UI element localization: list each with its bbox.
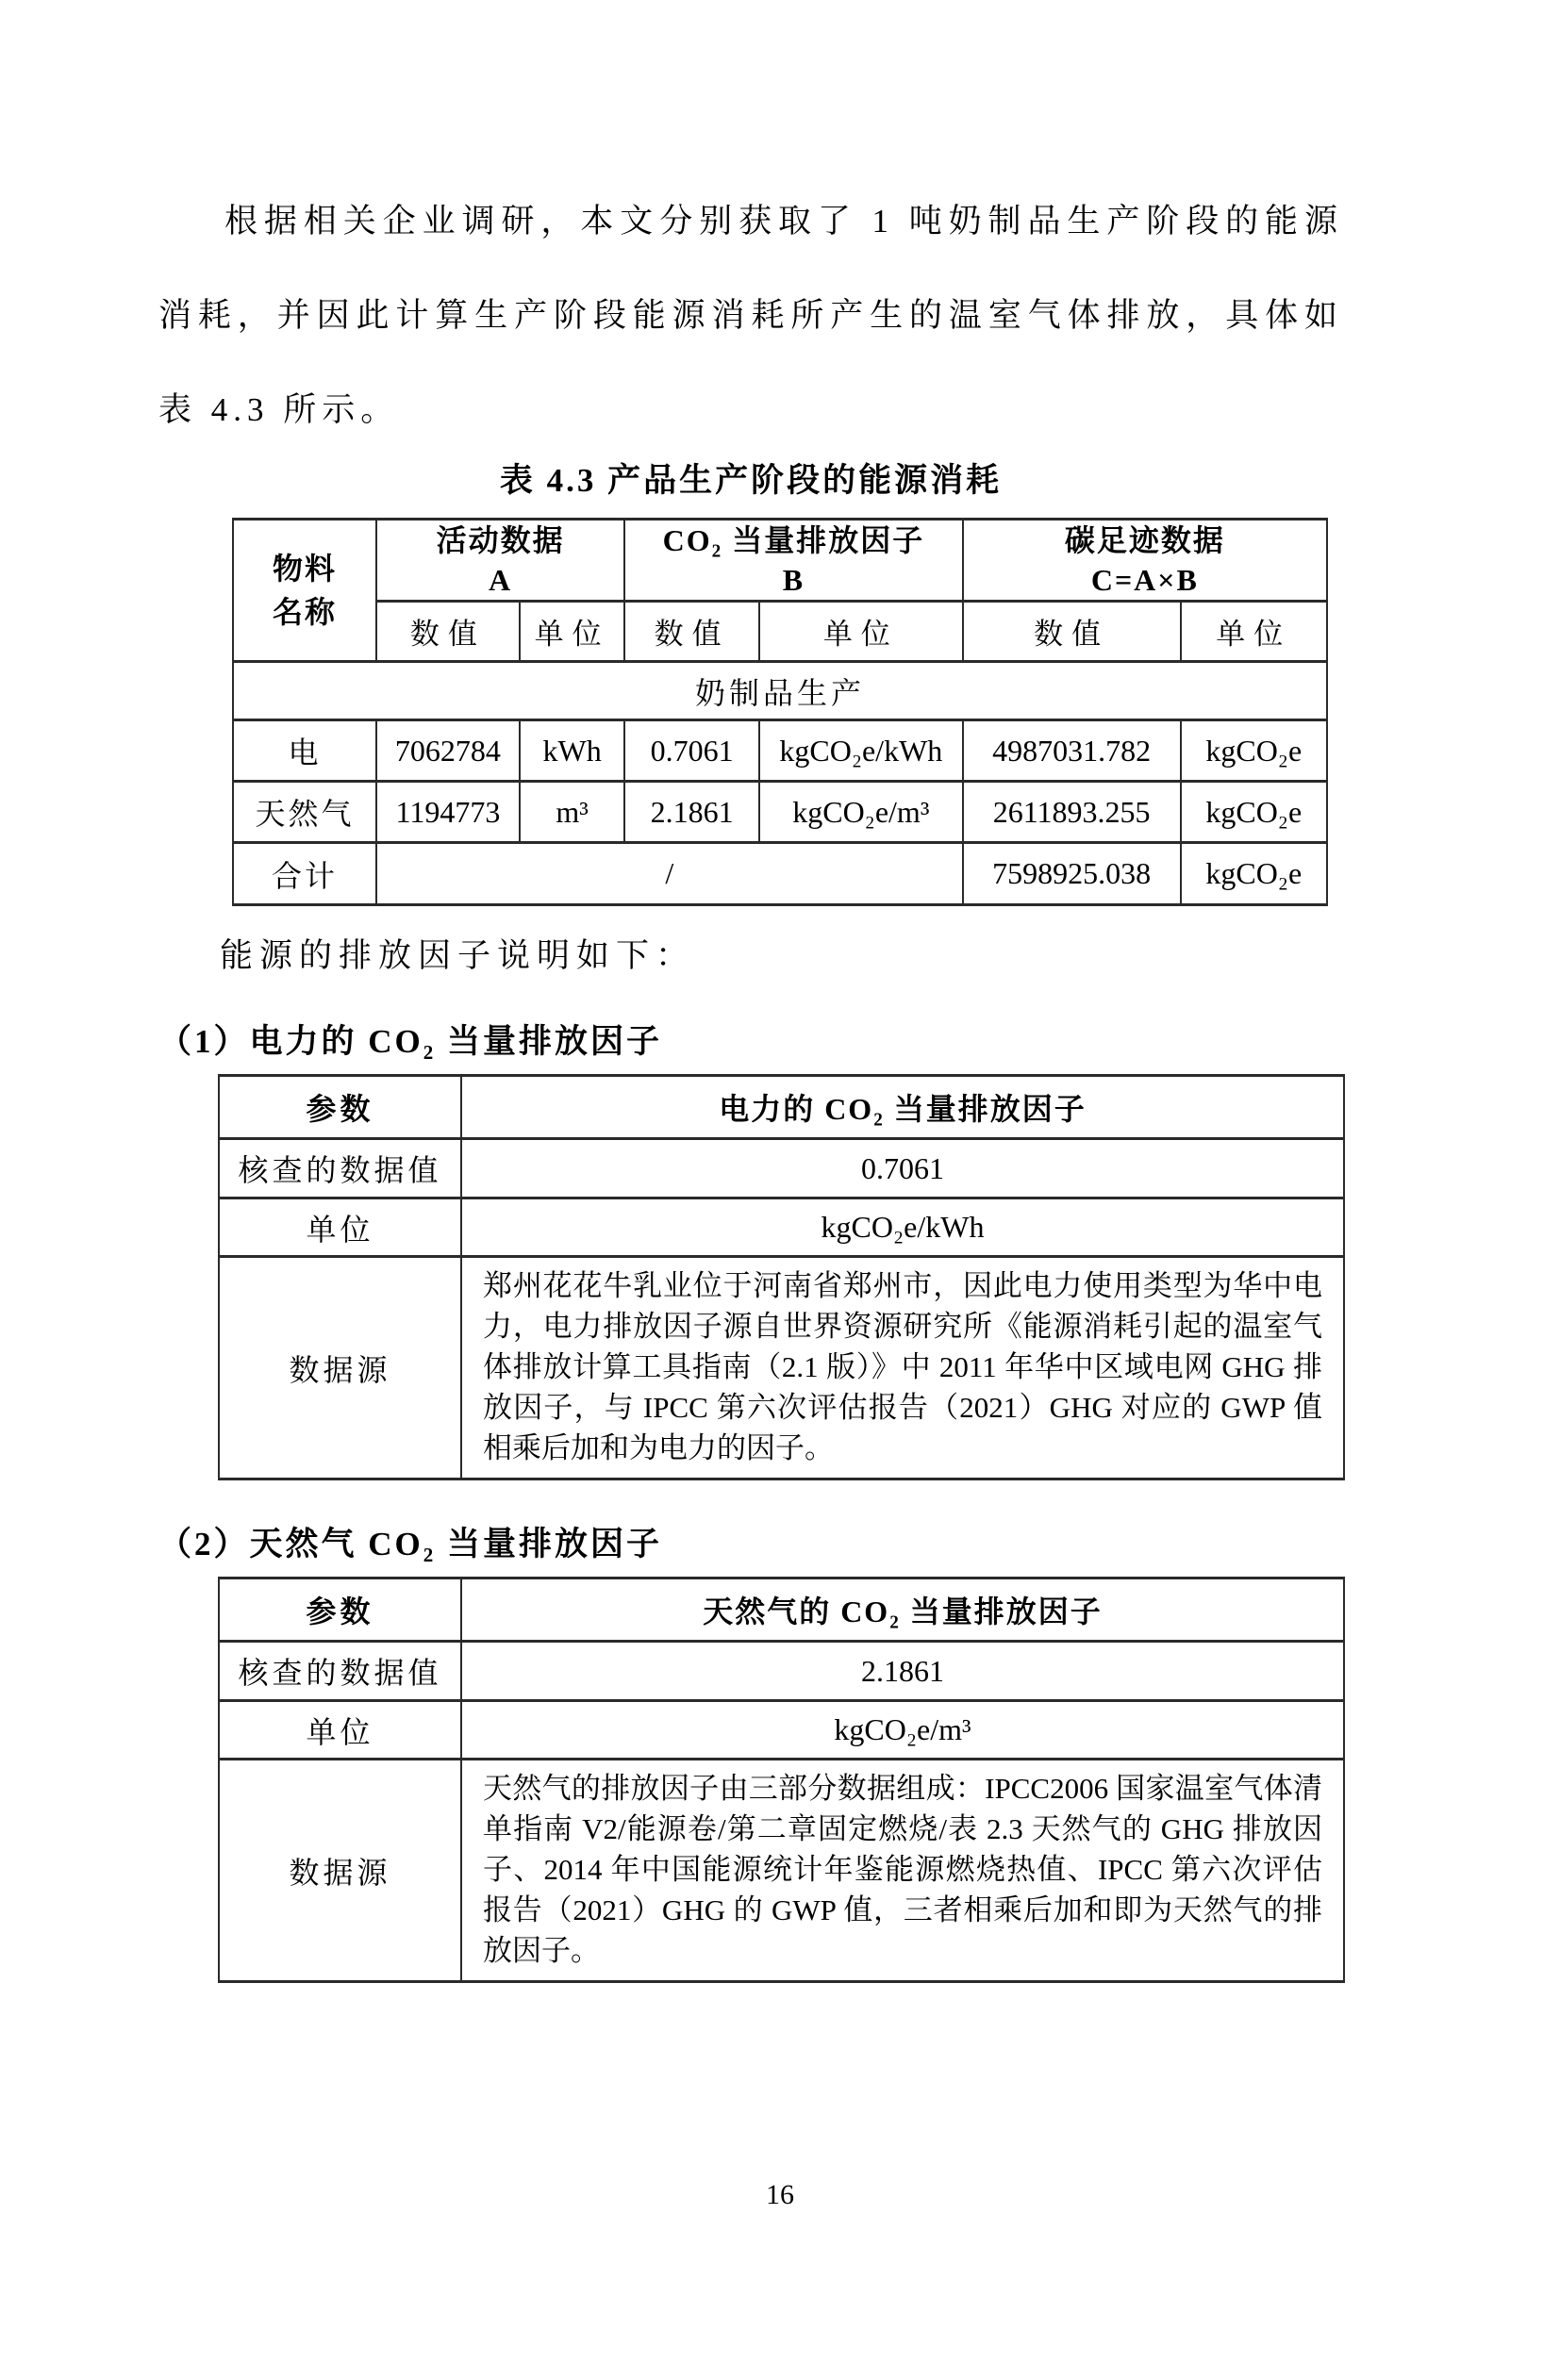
param-label: 参数 bbox=[219, 1578, 461, 1642]
header-emission-factor bbox=[624, 520, 962, 602]
table-row-natural-gas bbox=[233, 782, 1327, 843]
verified-value: 0.7061 bbox=[461, 1139, 1344, 1198]
intro-line-2: 消耗，并因此计算生产阶段能源消耗所产生的温室气体排放，具体如 bbox=[158, 297, 1343, 334]
electricity-footprint-value: 4987031.782 bbox=[963, 720, 1181, 782]
subheader-c-value: 数值 bbox=[963, 602, 1181, 662]
unit-value: kgCO₂e/kWh bbox=[461, 1198, 1344, 1257]
subheader-b-value: 数值 bbox=[624, 602, 759, 662]
data-source-text: 天然气的排放因子由三部分数据组成：IPCC2006 国家温室气体清单指南 V2/能源卷/第二章固定燃烧/表 2.3 天然气的 GHG 排放因子、2014 年中国能源统计年鉴能源燃烧热值、IPCC 第六次评估报告（2021）GHG 的 GWP 值，三者相乘后加和即为天然气的排放因子。 bbox=[461, 1760, 1344, 1982]
intro-line-1: 根据相关企业调研，本文分别获取了 1 吨奶制品生产阶段的能源 bbox=[224, 203, 1343, 240]
verified-value-label: 核查的数据值 bbox=[219, 1139, 461, 1198]
material-natural-gas: 天然气 bbox=[233, 782, 376, 843]
header-footprint-line1: 碳足迹数据 bbox=[1064, 523, 1225, 557]
data-source-text: 郑州花花牛乳业位于河南省郑州市，因此电力使用类型为华中电力，电力排放因子源自世界资源研究所《能源消耗引起的温室气体排放计算工具指南（2.1 版）》中 2011 年华中区域电网 GHG 排放因子，与 IPCC 第六次评估报告（2021）GHG 对应的 GWP 值相乘后加和为电力的因子。 bbox=[461, 1257, 1344, 1479]
data-source-label: 数据源 bbox=[219, 1257, 461, 1479]
gas-footprint-value: 2611893.255 bbox=[963, 782, 1181, 843]
electricity-footprint-unit: kgCO₂e bbox=[1181, 720, 1327, 782]
total-footprint-unit: kgCO₂e bbox=[1181, 843, 1327, 905]
header-material-line1: 物料 bbox=[272, 552, 337, 586]
param-value: 电力的 CO₂ 当量排放因子 bbox=[461, 1076, 1344, 1139]
header-activity-data bbox=[376, 520, 624, 602]
verified-value-label: 核查的数据值 bbox=[219, 1642, 461, 1701]
header-footprint-data bbox=[963, 520, 1327, 602]
data-source-label: 数据源 bbox=[219, 1760, 461, 1982]
section-2-heading: （2）天然气 CO₂ 当量排放因子 bbox=[158, 1526, 662, 1562]
electricity-factor-unit: kgCO₂e/kWh bbox=[759, 720, 963, 782]
gas-footprint-unit: kgCO₂e bbox=[1181, 782, 1327, 843]
unit-label: 单位 bbox=[219, 1198, 461, 1257]
electricity-factor-value: 0.7061 bbox=[624, 720, 759, 782]
subheader-c-unit: 单位 bbox=[1181, 602, 1327, 662]
total-label: 合计 bbox=[233, 843, 376, 905]
table-row-electricity bbox=[233, 720, 1327, 782]
subheader-a-value: 数值 bbox=[376, 602, 520, 662]
gas-activity-value: 1194773 bbox=[376, 782, 520, 843]
electricity-activity-unit: kWh bbox=[520, 720, 624, 782]
section-row-dairy-production: 奶制品生产 bbox=[233, 662, 1327, 720]
header-material-line2: 名称 bbox=[272, 595, 337, 629]
gas-factor-unit: kgCO₂e/m³ bbox=[759, 782, 963, 843]
electricity-factor-table bbox=[218, 1074, 1345, 1480]
electricity-activity-value: 7062784 bbox=[376, 720, 520, 782]
header-material-name bbox=[233, 520, 376, 662]
page-content bbox=[158, 174, 1343, 1983]
subheader-b-unit: 单位 bbox=[759, 602, 963, 662]
section-1-heading: （1）电力的 CO₂ 当量排放因子 bbox=[158, 1023, 662, 1060]
unit-label: 单位 bbox=[219, 1701, 461, 1760]
verified-value: 2.1861 bbox=[461, 1642, 1344, 1701]
gas-activity-unit: m³ bbox=[520, 782, 624, 843]
gas-factor-value: 2.1861 bbox=[624, 782, 759, 843]
intro-line-3: 表 4.3 所示。 bbox=[158, 391, 400, 428]
param-value: 天然气的 CO₂ 当量排放因子 bbox=[461, 1578, 1344, 1642]
header-factor-line1: CO₂ 当量排放因子 bbox=[662, 523, 925, 557]
table-row-total bbox=[233, 843, 1327, 905]
emission-factor-note: 能源的排放因子说明如下： bbox=[220, 937, 696, 974]
subheader-a-unit: 单位 bbox=[520, 602, 624, 662]
intro-paragraph bbox=[158, 174, 1343, 457]
material-electricity: 电 bbox=[233, 720, 376, 782]
header-activity-line2: A bbox=[489, 563, 513, 597]
page-number: 16 bbox=[766, 2179, 794, 2210]
header-factor-line2: B bbox=[782, 563, 805, 597]
total-footprint-value: 7598925.038 bbox=[963, 843, 1181, 905]
total-slash: / bbox=[376, 843, 963, 905]
energy-table-caption: 表 4.3 产品生产阶段的能源消耗 bbox=[499, 462, 1003, 499]
header-footprint-line2: C=A×B bbox=[1090, 563, 1199, 597]
param-label: 参数 bbox=[219, 1076, 461, 1139]
energy-consumption-table bbox=[232, 518, 1328, 906]
unit-value: kgCO₂e/m³ bbox=[461, 1701, 1344, 1760]
header-activity-line1: 活动数据 bbox=[436, 523, 565, 557]
natural-gas-factor-table bbox=[218, 1577, 1345, 1983]
